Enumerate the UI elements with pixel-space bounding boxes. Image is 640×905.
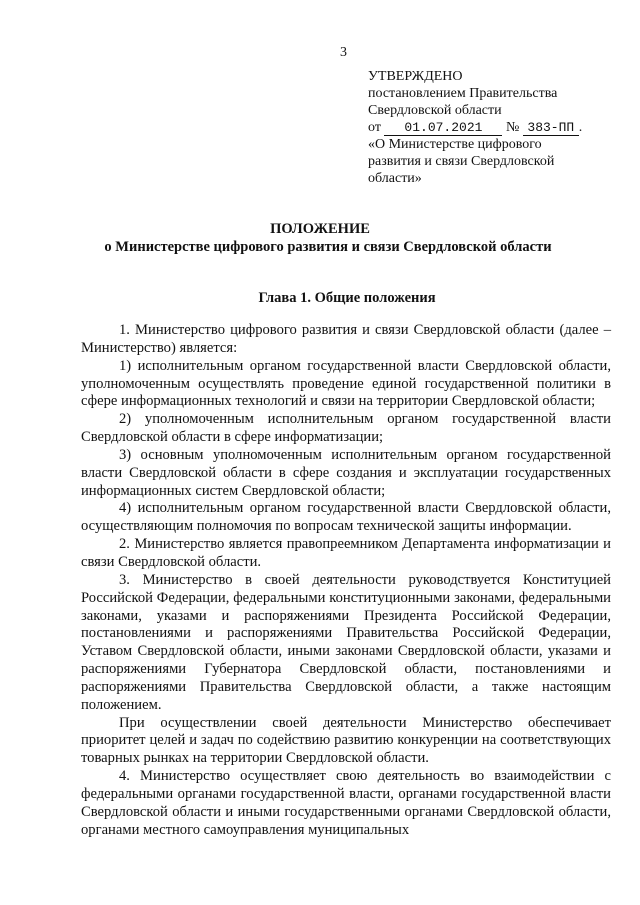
paragraph-1-4: 4) исполнительным органом государственной власти Свердловской области, осуществляющим полномочия по вопросам технической защиты информации. (81, 500, 611, 535)
approval-issuer: постановлением Правительства (368, 86, 558, 101)
paragraph-1: 1. Министерство цифрового развития и связи Свердловской области (далее – Министерство) является: (81, 322, 611, 356)
approval-heading: УТВЕРЖДЕНО (368, 69, 463, 84)
page-number: 3 (340, 45, 347, 60)
paragraph-3: 3. Министерство в своей деятельности руководствуется Конституцией Российской Федерации, федеральными конституционными законами, федеральными законами, указами и распоряжениями Президента Российской Федерации, постановлениями и распоряжениями Правительства Российской Федерации, Уставом Свердловской области, иными законами Свердловской области, указами и распоряжениями Губернатора Свердловской области, постановлениями и распоряжениями Правительства Свердловской области, а также настоящим положением. (81, 571, 611, 713)
chapter-heading: Глава 1. Общие положения (258, 290, 436, 306)
document-subtitle: о Министерстве цифрового развития и связи Свердловской области (104, 239, 552, 255)
paragraph-2: 2. Министерство является правопреемником Департамента информатизации и связи Свердловской области. (81, 536, 611, 570)
approval-date: 01.07.2021 (384, 121, 502, 136)
paragraph-1-2: 2) уполномоченным исполнительным органом государственной власти Свердловской области в сфере информатизации; (81, 411, 611, 446)
paragraph-1-3: 3) основным уполномоченным исполнительным органом государственной власти Свердловской области в сфере создания и эксплуатации государственных информационных систем Свердловской области; (81, 446, 611, 499)
paragraph-1-1: 1) исполнительным органом государственной власти Свердловской области, уполномоченным осуществлять проведение единой государственной политики в сфере информационных технологий и связи на территории Свердловской области; (81, 357, 611, 410)
document-title: ПОЛОЖЕНИЕ (270, 221, 370, 237)
approval-date-line: от 01.07.2021 № 383-ПП . (368, 120, 583, 135)
approval-number: 383-ПП (523, 121, 579, 136)
date-prefix: от (368, 120, 381, 135)
approval-stamp (368, 68, 618, 187)
paragraph-4: 4. Министерство осуществляет свою деятельность во взаимодействии с федеральными органами государственной власти, органами государственной власти Свердловской области и иными государственными органами Свердловской области, органами местного самоуправления муниципальных (81, 768, 611, 838)
number-prefix: № (505, 120, 520, 135)
approval-doc-title-1: «О Министерстве цифрового (368, 137, 542, 152)
approval-region: Свердловской области (368, 103, 502, 118)
document-body (81, 322, 611, 839)
approval-doc-title-3: области» (368, 171, 422, 186)
paragraph-3-priority: При осуществлении своей деятельности Министерство обеспечивает приоритет целей и задач по содействию развитию конкуренции на соответствующих товарных рынках на территории Свердловской области. (81, 714, 611, 767)
approval-doc-title-2: развития и связи Свердловской (368, 154, 555, 169)
